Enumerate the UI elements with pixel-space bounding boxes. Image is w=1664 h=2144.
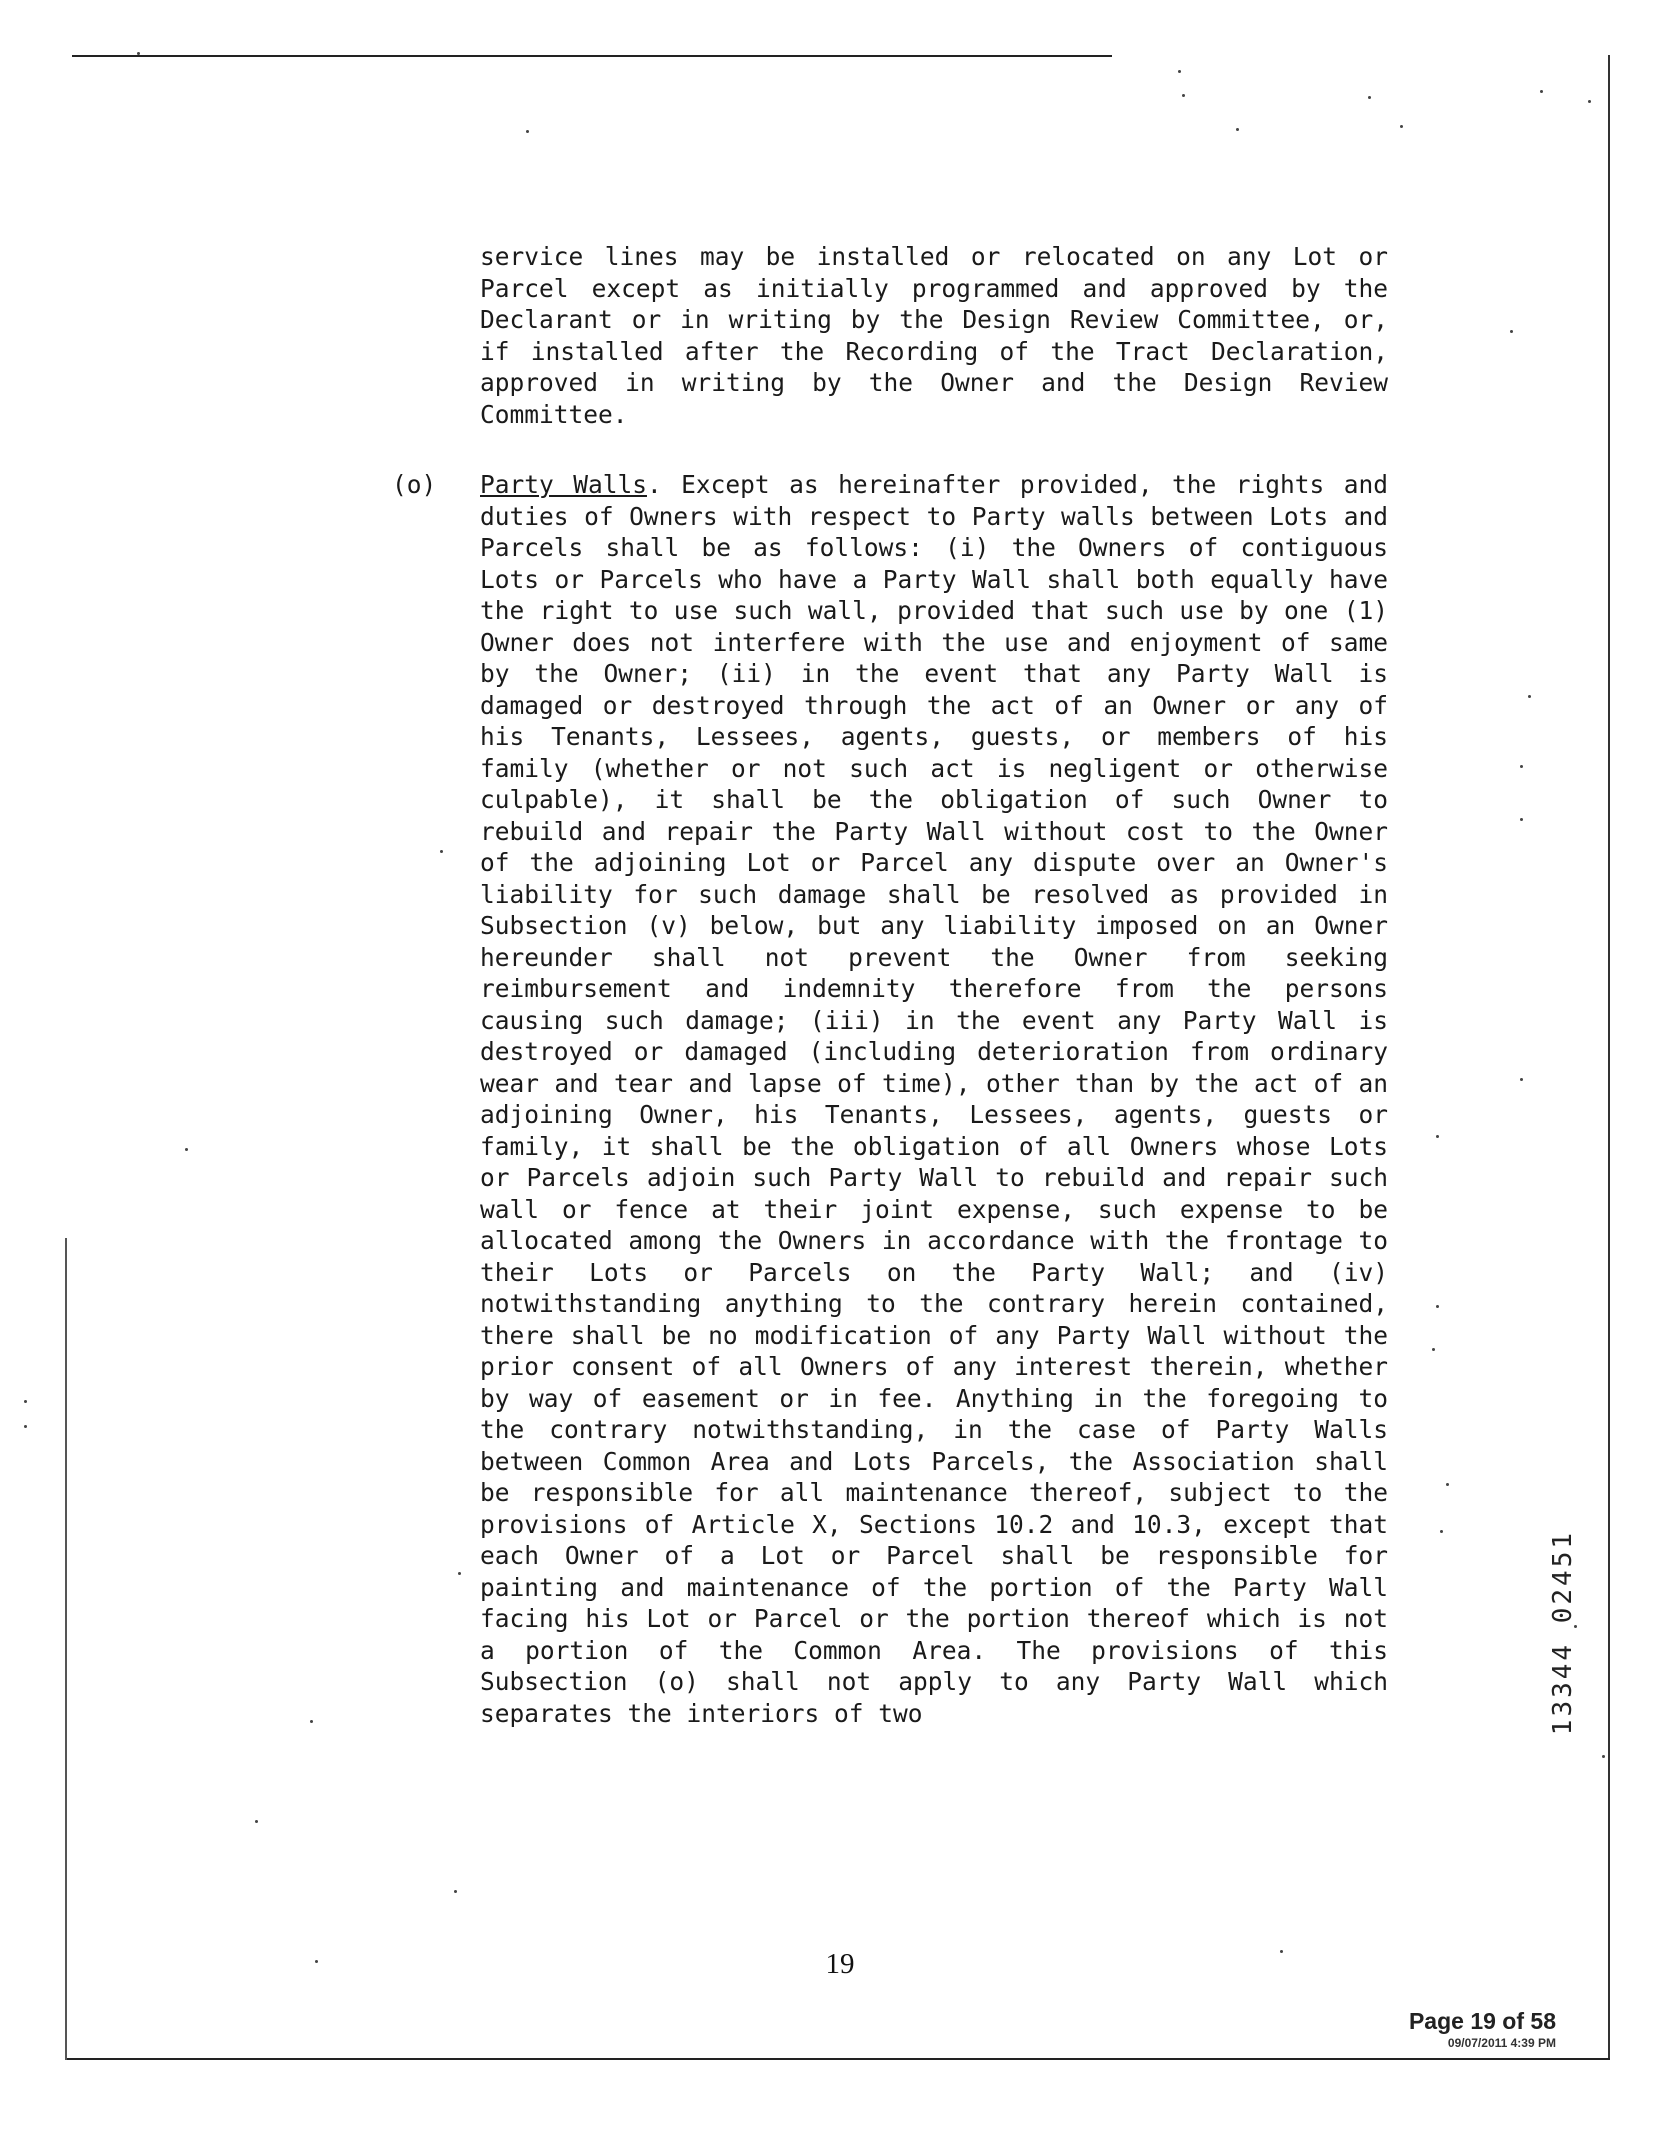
scan-speck — [1368, 96, 1371, 99]
scan-speck — [1400, 125, 1403, 128]
scan-speck — [137, 52, 140, 55]
scan-speck — [1280, 1950, 1283, 1953]
section-title: Party Walls — [480, 470, 647, 499]
bottom-border-line — [65, 2058, 1610, 2060]
scan-speck — [1520, 1078, 1523, 1081]
footer-page-count: Page 19 of 58 — [1408, 2008, 1556, 2034]
scan-speck — [1520, 765, 1523, 768]
right-border-line — [1608, 55, 1610, 2060]
scan-speck — [185, 1148, 188, 1151]
scan-speck — [1178, 70, 1181, 73]
scan-speck — [526, 130, 529, 133]
scan-speck — [24, 1400, 27, 1403]
scan-speck — [1588, 100, 1591, 103]
scan-speck — [1436, 1135, 1439, 1138]
footer-timestamp: 09/07/2011 4:39 PM — [1447, 2036, 1556, 2050]
section-paragraph — [480, 469, 1388, 1729]
scan-speck — [1602, 1755, 1605, 1758]
scan-speck — [1446, 1483, 1449, 1486]
continuation-paragraph: service lines may be installed or relocated on any Lot or Parcel except as initially programmed and approved by the Declarant or in writing by the Design Review Committee, or, if installed after the Recording of the Tract Declaration, approved in writing by the Owner and the Design Review Committee. — [480, 242, 1388, 429]
scan-speck — [315, 1960, 318, 1963]
scan-speck — [1182, 94, 1185, 97]
top-border-line — [72, 55, 1112, 57]
left-border-line — [65, 1238, 67, 2060]
scan-speck — [1520, 818, 1523, 821]
scan-speck — [1528, 695, 1531, 698]
scan-speck — [1510, 330, 1513, 333]
page-number: 19 — [825, 1948, 855, 1980]
scan-speck — [1432, 1348, 1435, 1351]
scan-speck — [440, 850, 443, 853]
scan-speck — [1236, 128, 1239, 131]
section-label: (o) — [392, 470, 437, 499]
scan-speck — [310, 1720, 313, 1723]
scan-speck — [1540, 90, 1543, 93]
scan-speck — [1440, 1530, 1443, 1533]
section-body: . Except as hereinafter provided, the rights and duties of Owners with respect to Party walls between Lots and Parcels shall be as follows: (i) the Owners of contiguous Lots or Parcels who have a Party Wall shall both equally have the right to use such wall, provided that such use by one (1) Owner does not interfere with the use and enjoyment of same by the Owner; (ii) in the event that any Party Wall is damaged or destroyed through the act of an Owner or any of his Tenants, Lessees, agents, guests, or members of his family (whether or not such act is negligent or otherwise culpable), it shall be the obligation of such Owner to rebuild and repair the Party Wall without cost to the Owner of the adjoining Lot or Parcel any dispute over an Owner's liability for such damage shall be resolved as provided in Subsection (v) below, but any liability imposed on an Owner hereunder shall not prevent the Owner from seeking reimbursement and indemnity therefore from the persons causing such damage; (iii) in the event any Party Wall is destroyed or damaged (including deterioration from ordinary wear and tear and lapse of time), other than by the act of an adjoining Owner, his Tenants, Lessees, agents, guests or family, it shall be the obligation of all Owners whose Lots or Parcels adjoin such Party Wall to rebuild and repair such wall or fence at their joint expense, such expense to be allocated among the Owners in accordance with the frontage to their Lots or Parcels on the Party Wall; and (iv) notwithstanding anything to the contrary herein contained, there shall be no modification of any Party Wall without the prior consent of all Owners of any interest therein, whether by way of easement or in fee. Anything in the foregoing to the contrary notwithstanding, in the case of Party Walls between Common Area and Lots Parcels, the Association shall be responsible for all maintenance thereof, subject to the provisions of Article X, Sections 10.2 and 10.3, except that each Owner of a Lot or Parcel shall be responsible for painting and maintenance of the portion of the Party Wall facing his Lot or Parcel or the portion thereof which is not a portion of the Common Area. The provisions of this Subsection (o) shall not apply to any Party Wall which separates the interiors of two — [480, 470, 1388, 1728]
scan-speck — [1436, 1305, 1439, 1308]
scan-speck — [454, 1890, 457, 1893]
recording-number: 13344 02451 — [1548, 1530, 1578, 1736]
scan-speck — [458, 1572, 461, 1575]
scan-speck — [24, 1425, 27, 1428]
scan-speck — [255, 1820, 258, 1823]
